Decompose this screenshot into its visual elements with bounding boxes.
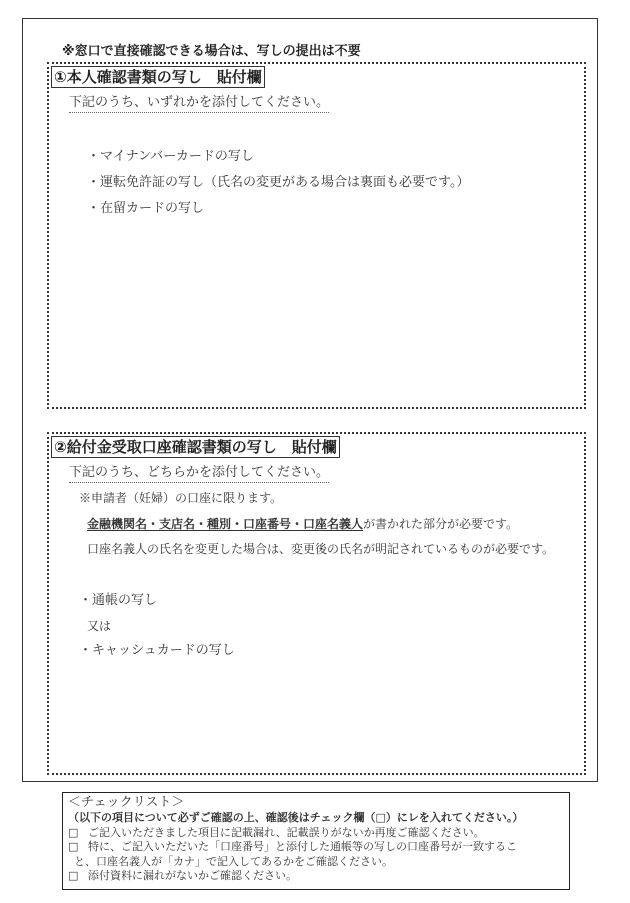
name-change-note: 口座名義人の氏名を変更した場合は、変更後の氏名が明記されているものが必要です。 bbox=[87, 542, 555, 556]
checklist-item-continuation: と、口座名義人が「カナ」で記入してあるかをご確認ください。 bbox=[74, 854, 393, 868]
checklist-item bbox=[68, 840, 564, 855]
checkbox-icon[interactable]: □ bbox=[68, 825, 79, 839]
checklist-item-text: 特に、ご記入いただいた「口座番号」と添付した通帳等の写しの口座番号が一致するこ bbox=[88, 840, 517, 853]
checkbox-icon[interactable]: □ bbox=[68, 869, 79, 882]
section1-title: ①本人確認書類の写し 貼付欄 bbox=[51, 66, 265, 88]
section2-title: ②給付金受取口座確認書類の写し 貼付欄 bbox=[51, 436, 340, 458]
list-item: ・マイナンバーカードの写し bbox=[87, 149, 254, 164]
required-info-rest: が書かれた部分が必要です。 bbox=[363, 517, 519, 531]
list-item: ・運転免許証の写し（氏名の変更がある場合は裏面も必要です。） bbox=[87, 175, 470, 190]
list-item: ・通帳の写し bbox=[79, 593, 158, 608]
section2-instruction: 下記のうち、どちらかを添付してください。 bbox=[69, 464, 329, 483]
checklist-title: ＜チェックリスト＞ bbox=[68, 795, 185, 810]
list-item: ・キャッシュカードの写し bbox=[79, 643, 235, 658]
id-document-paste-area bbox=[47, 62, 586, 409]
section1-instruction: 下記のうち、いずれかを添付してください。 bbox=[69, 94, 329, 113]
checklist-item bbox=[68, 826, 564, 841]
checklist-box bbox=[62, 792, 570, 890]
list-item: ・在留カードの写し bbox=[87, 201, 205, 216]
applicant-note: ※申請者（妊婦）の口座に限ります。 bbox=[79, 491, 283, 505]
checklist-item bbox=[68, 869, 564, 884]
required-fields: 金融機関名・支店名・種別・口座番号・口座名義人 bbox=[87, 517, 364, 531]
checklist-item-text: 添付資料に漏れがないかご確認ください。 bbox=[88, 869, 297, 882]
bank-account-paste-area bbox=[47, 432, 586, 775]
checkbox-icon[interactable]: □ bbox=[68, 840, 79, 853]
or-text: 又は bbox=[87, 619, 112, 633]
checklist-subtitle: （以下の項目について必ずご確認の上、確認後はチェック欄（□）にレを入れてください。） bbox=[68, 811, 524, 824]
checklist-item-text: ご記入いただきました項目に記載漏れ、記載誤りがないか再度ご確認ください。 bbox=[88, 825, 485, 839]
top-note: ※窓口で直接確認できる場合は、写しの提出は不要 bbox=[62, 44, 361, 59]
required-info-note bbox=[87, 515, 518, 533]
